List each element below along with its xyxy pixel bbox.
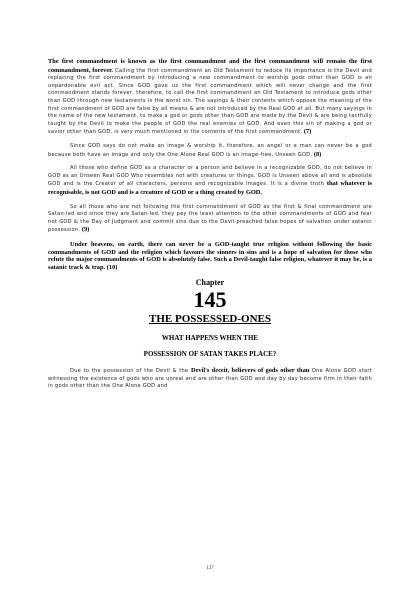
- paragraph-2-text: Since GOD says do not make an image & worship it, therefore, an angel or a man can never be a god because both have an image and only the One Alone Real GOD is an image-free, Unseen GOD.: [48, 142, 372, 158]
- chapter-title: THE POSSESSED-ONES: [149, 313, 271, 326]
- paragraph-1-ref: (7): [302, 128, 312, 136]
- paragraph-6-bold: Devil's deceit, believers of gods other than: [190, 367, 310, 375]
- subheading-line-1: WHAT HAPPENS WHEN THE: [161, 334, 259, 343]
- chapter-heading: [48, 278, 372, 326]
- paragraph-1: [48, 58, 372, 137]
- paragraph-3: [48, 165, 372, 197]
- paragraph-4: [48, 204, 372, 235]
- paragraph-6: [48, 367, 372, 391]
- paragraph-4-ref: (9): [80, 226, 90, 234]
- paragraph-3-bold: that whatever is recognisable, is not GOD and is a creature of GOD or a thing created by GOD.: [48, 180, 372, 196]
- paragraph-6-text-b: One Alone GOD start witnessing the existence of gods who are unreal and are other than GOD and day by day become firm in their faith in gods other than the One Alone GOD and: [48, 368, 372, 390]
- paragraph-1-bold: The first commandment is known as the first commandment and the first commandment will remain the first commandment, forever.: [48, 58, 372, 74]
- paragraph-4-text: So all those who are not following the first commandment of GOD as the first & final commandment are Satan-led and since they are Satan-led, they pay the least attention to the other commandments of GOD and fear not GOD & the Day of Judgment and commit sins due to the Devil-preached false hopes of salvation under satanic possession.: [48, 203, 372, 234]
- paragraph-5: Under heavens, on earth, there can never be a GOD-taught true religion without following the basic commandments of GOD and the religion which favours the sinners in sins and is a hope of salvation for those who refute the major commandments of GOD is absolutely false. Such a Devil-taught false religion, whatever it may be, is a satanic track & trap. (10): [48, 240, 372, 272]
- paragraph-3-text: All those who define GOD as a character or a person and believe in a recognizable GOD, do not believe in GOD as an Unseen Real GOD Who resembles not with creatures or things. GOD is Unseen above all and is absolute GOD and is the Creator of all characters, persons and recognizable images. It is a divine truth: [48, 165, 372, 188]
- subheading-line-2: POSSESSION OF SATAN TAKES PLACE?: [143, 350, 277, 359]
- page-number: 127: [206, 566, 214, 571]
- paragraph-1-text: Calling the first commandment an Old Testament to reduce its importance is the Devil and replacing the first commandment by introducing a new commandment to worship gods other than GOD is an unpardonable evil act. Since GOD gave us the first commandment which will never change and the first commandment stands forever, therefore, to call the first commandment an Old Testament to introduce gods other than GOD through new testaments is the worst sin. The sayings & their contents which oppose the meaning of the first commandment of GOD are false by all means & are not introduced by the Real GOD at all. But many sayings in the name of the new testament, to make a god or gods other than GOD are made by the Devil & are being tactfully taught by the Devil to make the people of GOD the real enemies of GOD. And even this sin of making a god or savior other than GOD, is very much mentioned in the contents of the first commandment.: [48, 67, 373, 136]
- page-content: [48, 58, 372, 397]
- paragraph-6-text-a: Due to the possession of the Devil & the: [70, 368, 191, 375]
- chapter-number: 145: [193, 287, 227, 313]
- paragraph-2-ref: (8): [312, 150, 322, 158]
- chapter-label: Chapter: [195, 278, 225, 288]
- section-subheading: [48, 334, 372, 359]
- paragraph-2: [48, 143, 372, 159]
